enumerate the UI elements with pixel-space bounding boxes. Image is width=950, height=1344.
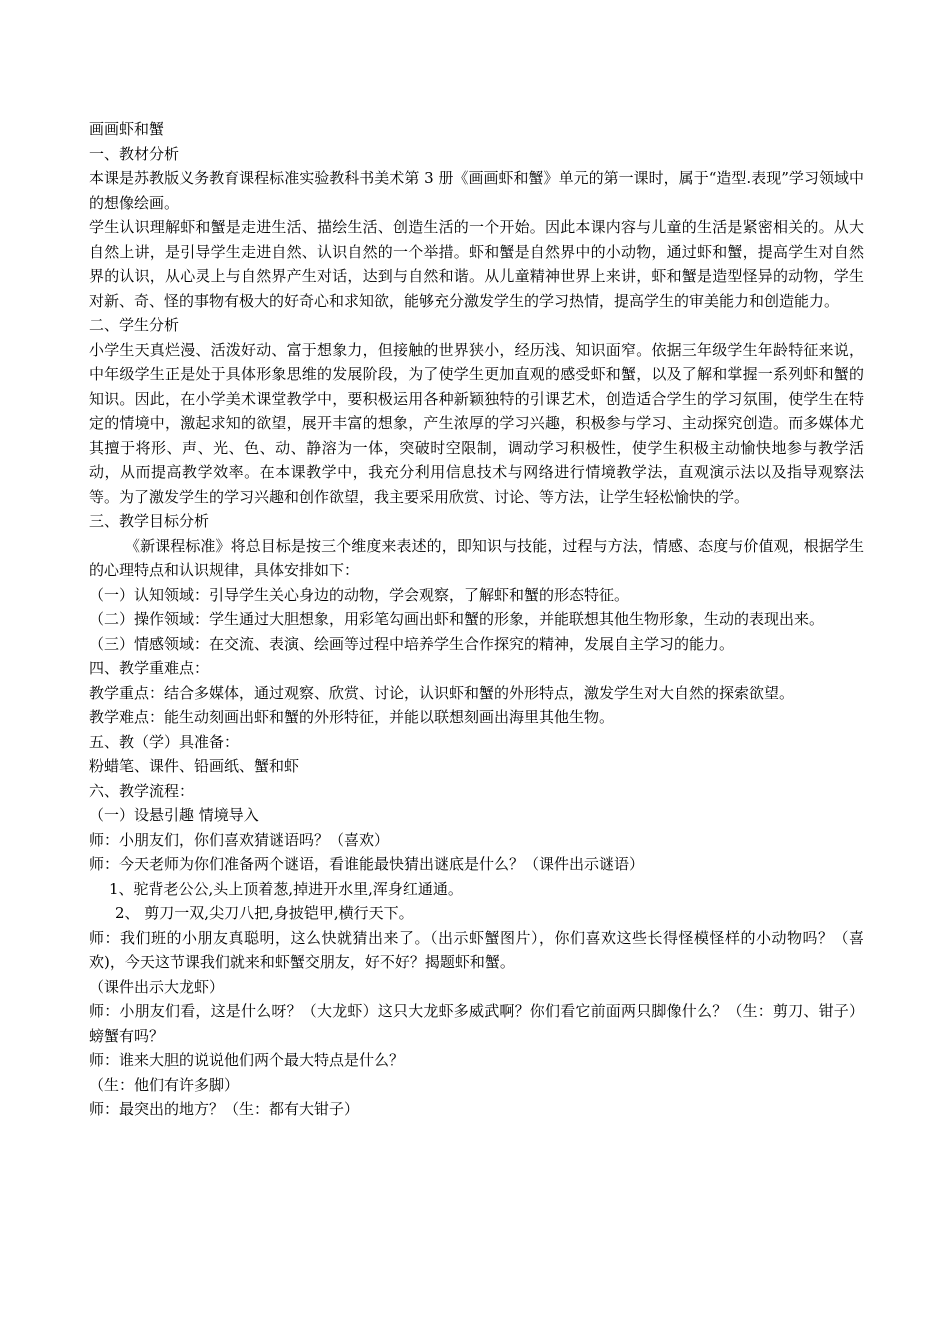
- key-point: 教学重点：结合多媒体，通过观察、欣赏、讨论，认识虾和蟹的外形特点，激发学生对大自然的探索欲望。: [89, 683, 795, 702]
- dialogue-line: 师：小朋友们看，这是什么呀？（大龙虾）这只大龙虾多威武啊？你们看它前面两只脚像什么？（生：剪刀、钳子）螃蟹有吗？: [89, 1002, 864, 1045]
- paragraph: 学生认识理解虾和蟹是走进生活、描绘生活、创造生活的一个开始。因此本课内容与儿童的生活是紧密相关的。从大自然上讲，是引导学生走进自然、认识自然的一个举措。虾和蟹是自然界中的小动物，通过虾和蟹，提高学生对自然界的认识，从心灵上与自然界产生对话，达到与自然和谐。从儿童精神世界上来讲，虾和蟹是造型怪异的动物，学生对新、奇、怪的事物有极大的好奇心和求知欲，能够充分激发学生的学习热情，提高学生的审美能力和创造能力。: [89, 218, 864, 310]
- dialogue-line: 师：小朋友们，你们喜欢猜谜语吗？（喜欢）: [89, 830, 390, 849]
- dialogue-line: 师：今天老师为你们准备两个谜语，看谁能最快猜出谜底是什么？（课件出示谜语）: [89, 855, 645, 873]
- dialogue-line: 师：最突出的地方？（生：都有大钳子）: [89, 1100, 360, 1118]
- dialogue-line: 师：我们班的小朋友真聪明，这么快就猜出来了。（出示虾蟹图片），你们喜欢这些长得怪模怪样的小动物吗？（喜欢)，今天这节课我们就来和虾蟹交朋友，好不好？揭题虾和蟹。: [89, 928, 864, 971]
- dialogue-line: （课件出示大龙虾）: [89, 977, 225, 996]
- section-heading-teaching-process: 六、教学流程：: [89, 781, 195, 800]
- riddle-item: 2、 剪刀一双,尖刀八把,身披铠甲,横行天下。: [115, 904, 414, 922]
- paragraph: 本课是苏教版义务教育课程标准实验教科书美术第 3 册《画画虾和蟹》单元的第一课时，属于“造型.表现”学习领域中的想像绘画。: [89, 169, 864, 212]
- goal-item: （一）认知领域：引导学生关心身边的动物，学会观察，了解虾和蟹的形态特征。: [89, 585, 630, 604]
- riddle-item: 1、驼背老公公,头上顶着葱,掉进开水里,浑身红通通。: [109, 879, 463, 898]
- materials-list: 粉蜡笔、课件、铅画纸、蟹和虾: [89, 757, 300, 775]
- goal-item: （三）情感领域：在交流、表演、绘画等过程中培养学生合作探究的精神，发展自主学习的能力。: [89, 634, 735, 653]
- goal-item: （二）操作领域：学生通过大胆想象，用彩笔勾画出虾和蟹的形象，并能联想其他生物形象，生动的表现出来。: [89, 610, 825, 628]
- process-step: （一）设悬引趣 情境导入: [89, 806, 259, 824]
- document-page: [89, 117, 864, 1122]
- paragraph: 小学生天真烂漫、活泼好动、富于想象力，但接触的世界狭小，经历浅、知识面窄。依据三年级学生年龄特征来说，中年级学生正是处于具体形象思维的发展阶段，为了使学生更加直观的感受虾和蟹，以及了解和掌握一系列虾和蟹的知识。因此，在小学美术课堂教学中，要积极运用各种新颖独特的引课艺术，创造适合学生的学习氛围，使学生在特定的情境中，激起求知的欲望，展开丰富的想象，产生浓厚的学习兴趣，积极参与学习、主动探究创造。而多媒体尤其擅于将形、声、光、色、动、静溶为一体，突破时空限制，调动学习积极性，使学生积极主动愉快地参与教学活动，从而提高教学效率。在本课教学中，我充分利用信息技术与网络进行情境教学法，直观演示法以及指导观察法等。为了激发学生的学习兴趣和创作欲望，我主要采用欣赏、讨论、等方法，让学生轻松愉快的学。: [89, 340, 864, 506]
- difficult-point: 教学难点：能生动刻画出虾和蟹的外形特征，并能以联想刻画出海里其他生物。: [89, 708, 615, 726]
- section-heading-student-analysis: 二、学生分析: [89, 316, 180, 334]
- dialogue-line: （生：他们有许多脚）: [89, 1075, 240, 1094]
- section-heading-materials: 五、教（学）具准备：: [89, 732, 240, 751]
- paragraph: 《新课程标准》将总目标是按三个维度来表述的，即知识与技能，过程与方法，情感、态度与价值观，根据学生的心理特点和认识规律，具体安排如下：: [89, 536, 864, 579]
- dialogue-line: 师：谁来大胆的说说他们两个最大特点是什么？: [89, 1051, 405, 1069]
- doc-title: 画画虾和蟹: [89, 120, 165, 138]
- section-heading-textbook-analysis: 一、教材分析: [89, 144, 180, 163]
- section-heading-key-points: 四、教学重难点：: [89, 659, 210, 677]
- section-heading-teaching-goals: 三、教学目标分析: [89, 512, 210, 530]
